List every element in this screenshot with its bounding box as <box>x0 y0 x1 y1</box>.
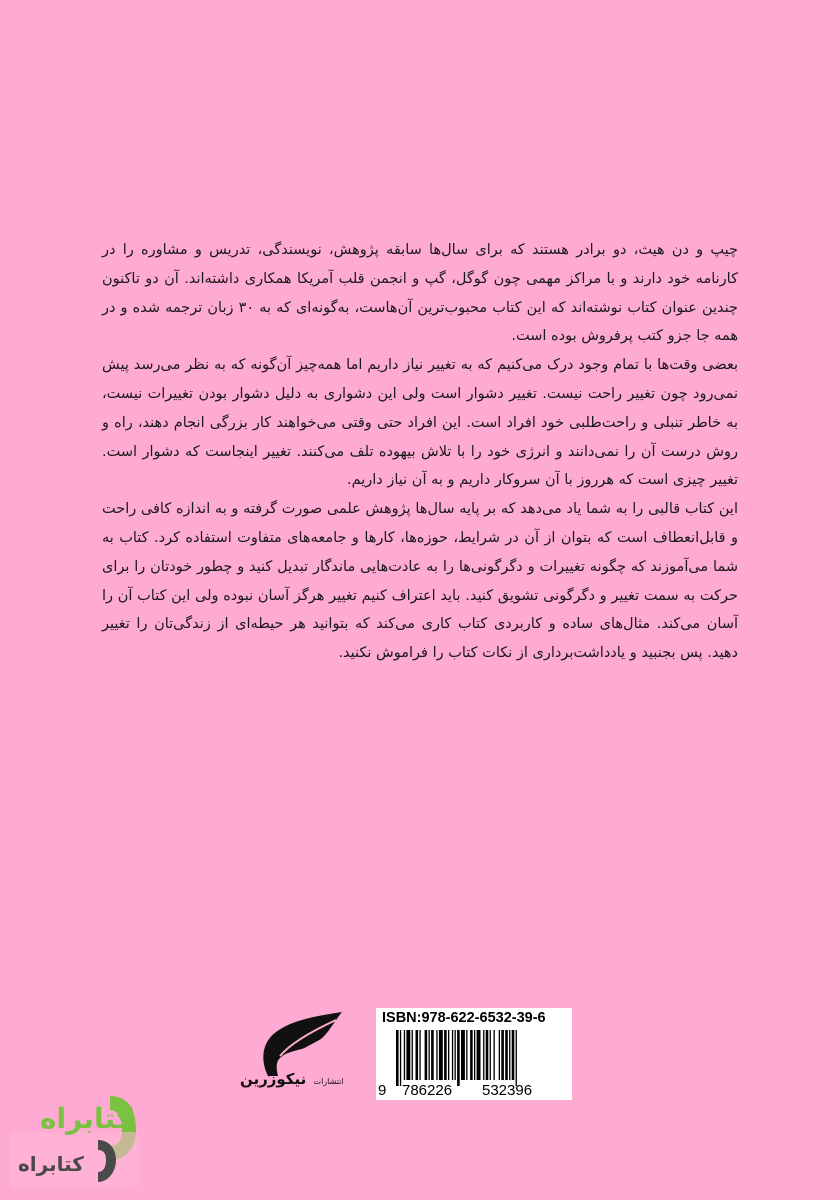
barcode-bar <box>406 1030 410 1080</box>
barcode-bar <box>474 1030 475 1080</box>
barcode <box>384 1030 564 1086</box>
barcode-bar <box>439 1030 443 1080</box>
barcode-bar <box>457 1030 460 1086</box>
back-cover-text <box>102 236 738 668</box>
watermark-text-green: کتابراه <box>40 1102 133 1135</box>
barcode-bar <box>501 1030 504 1080</box>
barcode-bar <box>452 1030 453 1080</box>
barcode-digits-left: 786226 <box>402 1082 453 1099</box>
barcode-bar <box>505 1030 508 1080</box>
barcode-bar <box>455 1030 456 1080</box>
barcode-bar <box>419 1030 420 1080</box>
barcode-digits-right: 532396 <box>482 1082 533 1099</box>
publisher-title: نیکوزرین <box>240 1070 307 1088</box>
barcode-bar <box>436 1030 437 1080</box>
barcode-digit-lead: 9 <box>378 1082 387 1099</box>
paragraph-book-method: این کتاب قالبی را به شما یاد می‌دهد که بر پایه سال‌ها پژوهش علمی صورت گرفته و به اندازه کافی راحت و قابل‌انعطاف است که بتوان از آن در شرایط، حوزه‌ها، کارها و جامعه‌های متفاوت استفاده کرد. کتاب به شما می‌آموزند که چگونه تغییرات و دگرگونی‌ها را به عادت‌هایی ماندگار تبدیل کنید و چطور خودتان را برای حرکت به سمت تغییر و دگرگونی تشویق کنید. باید اعتراف کنیم تغییر هرگز آسان نبوده ولی این کتاب آن را آسان می‌کند. مثال‌های ساده و کاربردی کتاب کاری می‌کند که بتوانید هر حیطه‌ای از زندگی‌تان را تغییر دهید. پس بجنبید و یادداشت‌برداری از نکات کتاب را فراموش نکنید. <box>102 501 738 662</box>
publisher-prefix: انتشارات <box>313 1077 344 1086</box>
barcode-bar <box>461 1030 465 1080</box>
barcode-bar <box>400 1030 401 1086</box>
ketabrah-watermark <box>10 1090 140 1190</box>
barcode-bar <box>448 1030 449 1080</box>
barcode-bar <box>431 1030 434 1080</box>
watermark-text-gray: کتابراه <box>18 1152 84 1176</box>
barcode-bar <box>396 1030 399 1086</box>
barcode-bar <box>499 1030 500 1080</box>
isbn-label: ISBN:978-622-6532-39-6 <box>382 1010 546 1026</box>
barcode-bar <box>444 1030 447 1080</box>
paragraph-change: بعضی وقت‌ها با تمام وجود درک می‌کنیم که به تغییر نیاز داریم اما همه‌چیز آن‌گونه که به نظر می‌رسد پیش نمی‌رود چون تغییر راحت نیست. تغییر دشوار است ولی این دشواری به دلیل دشوار بودن تغییرات نیست، به خاطر تنبلی و راحت‌طلبی خود افراد است. این افراد حتی وقتی می‌خواهند کار بزرگی انجام دهند، راه و روش درست آن را نمی‌دانند و انرژی خود را با تلاش بیهوده تلف می‌کنند. تغییر اینجاست که دشوار است. تغییر چیزی است که هرروز با آن سروکار داریم و به آن نیاز داریم. <box>102 357 738 489</box>
barcode-bar <box>425 1030 428 1080</box>
barcode-bar <box>494 1030 495 1080</box>
barcode-bar <box>490 1030 491 1080</box>
barcode-bar <box>516 1030 517 1086</box>
barcode-bar <box>477 1030 481 1080</box>
publisher-logo <box>240 1010 358 1100</box>
barcode-bar <box>412 1030 413 1080</box>
barcode-bar <box>416 1030 419 1080</box>
barcode-bar <box>509 1030 510 1080</box>
barcode-bar <box>470 1030 473 1080</box>
barcode-bar <box>483 1030 484 1080</box>
barcode-bar <box>486 1030 489 1080</box>
paragraph-authors: چیپ و دن هیث، دو برادر هستند که برای سال‌ها سابقه پژوهش، نویسندگی، تدریس و مشاوره را در کارنامه خود دارند و با مراکز مهمی چون گوگل، گپ و انجمن قلب آمریکا همکاری داشته‌اند. آن دو تاکنون چندین عنوان کتاب نوشته‌اند که این کتاب محبوب‌ترین آن‌هاست، به‌گونه‌ای که به ۳۰ زبان ترجمه شده و در همه جا جزو کتب پرفروش بوده است. <box>102 242 739 345</box>
barcode-bar <box>512 1030 515 1080</box>
barcode-bar <box>429 1030 430 1080</box>
barcode-bar <box>466 1030 467 1080</box>
publisher-name <box>240 1070 358 1088</box>
barcode-bar <box>404 1030 405 1080</box>
isbn-barcode-box <box>376 1008 572 1100</box>
